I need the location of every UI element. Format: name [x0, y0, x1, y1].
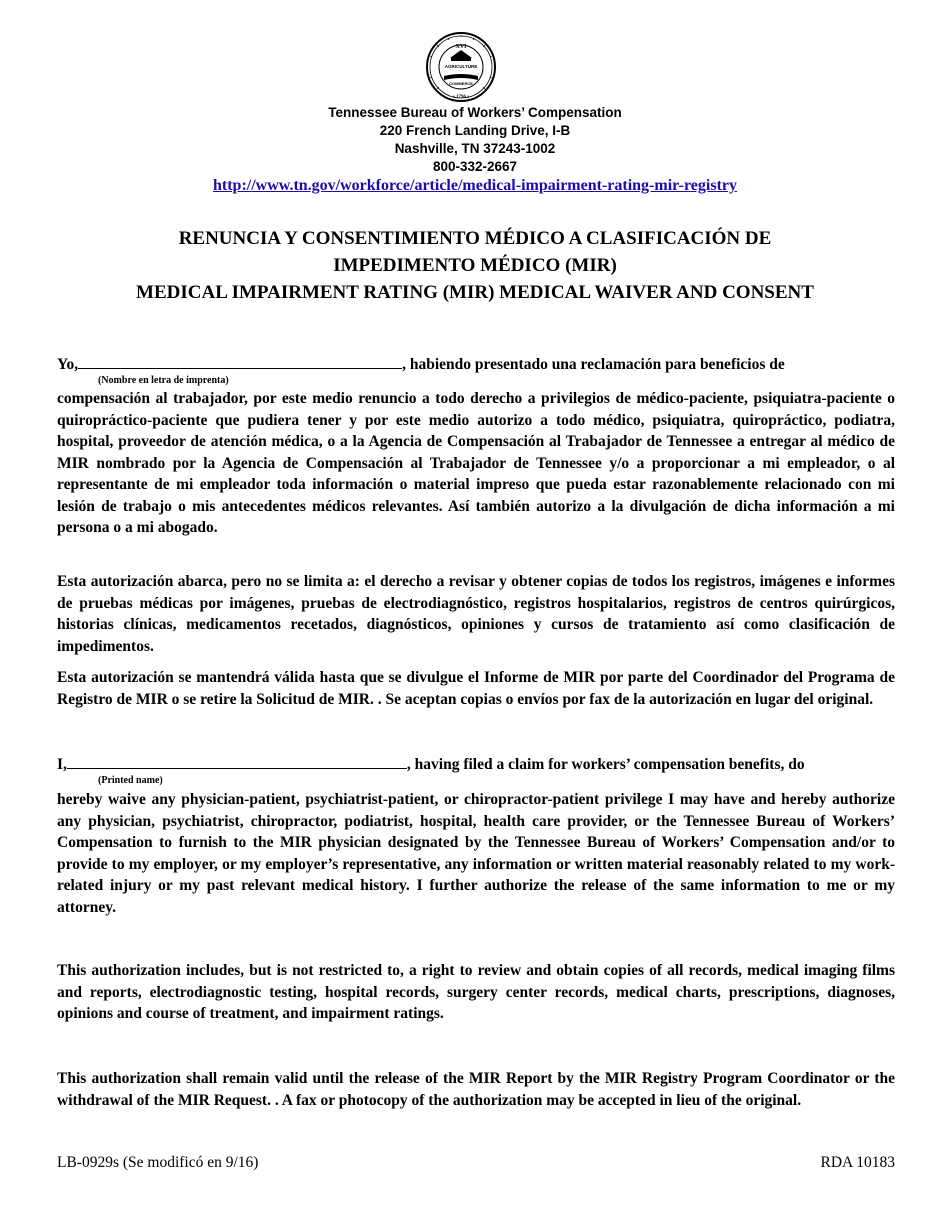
spanish-name-prefix: Yo,: [57, 356, 79, 373]
agency-address-line1: 220 French Landing Drive, I-B: [379, 123, 571, 138]
agency-name: Tennessee Bureau of Workers’ Compensation: [328, 105, 622, 120]
tennessee-state-seal-icon: [422, 32, 500, 102]
form-id: LB-0929s (Se modificó en 9/16): [57, 1154, 259, 1171]
agency-address-line2: Nashville, TN 37243-1002: [394, 141, 556, 156]
form-title: [0, 225, 950, 306]
english-name-line: [57, 754, 805, 774]
spanish-name-caption: (Nombre en letra de imprenta): [98, 375, 229, 386]
spanish-validity-paragraph: Esta autorización se mantendrá válida hasta que se divulgue el Informe de MIR por parte del Coordinador del Programa de Registro de MIR o se retire la Solicitud de MIR. . Se aceptan copias o envíos por fax de la autorización en lugar del original.: [57, 669, 895, 708]
spanish-waiver-paragraph: compensación al trabajador, por este medio renuncio a todo derecho a privilegios de médico-paciente, psiquiatra-paciente o quiropráctico-paciente que pudiera tener y por este medio autorizo a todo médico, psiquiatra, quiropráctico, podiatra, hospital, proveedor de atención médica, o a la Agencia de Compensación al Trabajador de Tennessee a entregar al médico de MIR nombrado por la Agencia de Compensación al Trabajador de Tennessee y/o a proporcionar a mi empleador, o al representante de mi empleador toda información o material impreso que pueda estar razonablemente relacionado con mi lesión de trabajo o mis antecedentes médicos relevantes. Así también autorizo a la divulgación de dicha información a mi persona o a mi abogado.: [57, 390, 895, 536]
rda-number: RDA 10183: [820, 1154, 895, 1171]
title-line-spanish-2: IMPEDIMENTO MÉDICO (MIR): [333, 255, 617, 276]
spanish-name-line: [57, 354, 785, 374]
svg-text:AGRICULTURE: AGRICULTURE: [444, 64, 478, 69]
registry-url-link[interactable]: http://www.tn.gov/workforce/article/medical-impairment-rating-mir-registry: [212, 177, 737, 194]
svg-text:XVI: XVI: [455, 44, 467, 50]
spanish-name-suffix: , habiendo presentado una reclamación para beneficios de: [402, 356, 785, 373]
svg-text:COMMERCE: COMMERCE: [449, 81, 473, 86]
english-waiver-paragraph: hereby waive any physician-patient, psychiatrist-patient, or chiropractor-patient privilege I may have and hereby authorize any physician, psychiatrist, chiropractor, podiatrist, hospital, health care provider, or the Tennessee Bureau of Workers’ Compensation to furnish to the MIR physician designated by the Tennessee Bureau of Workers’ Compensation and/or to provide to my employer, or my employer’s representative, any information or written material reasonably related to my work-related injury or my past relevant medical history. I further authorize the release of the same information to me or my attorney.: [57, 791, 895, 916]
english-name-caption: (Printed name): [98, 775, 163, 786]
title-line-english: MEDICAL IMPAIRMENT RATING (MIR) MEDICAL WAIVER AND CONSENT: [136, 282, 814, 303]
english-name-prefix: I,: [57, 756, 67, 773]
spanish-scope-paragraph: Esta autorización abarca, pero no se limita a: el derecho a revisar y obtener copias de todos los registros, imágenes e informes de pruebas médicas por imágenes, pruebas de electrodiagnóstico, registros hospitalarios, registros de centros quirúrgicos, historias clínicas, medicamentos recetados, diagnósticos, opiniones y cursos de tratamiento así como clasificación de impedimentos.: [57, 573, 895, 655]
agency-header: [0, 104, 950, 176]
english-printed-name-field[interactable]: [67, 754, 407, 769]
english-name-suffix: , having filed a claim for workers’ compensation benefits, do: [406, 756, 805, 773]
svg-text:• 1796 •: • 1796 •: [452, 95, 470, 100]
title-line-spanish-1: RENUNCIA Y CONSENTIMIENTO MÉDICO A CLASIFICACIÓN DE: [178, 228, 772, 249]
english-validity-paragraph: This authorization shall remain valid until the release of the MIR Report by the MIR Registry Program Coordinator or the withdrawal of the MIR Request. . A fax or photocopy of the authorization may be accepted in lieu of the original.: [57, 1070, 895, 1109]
english-scope-paragraph: This authorization includes, but is not restricted to, a right to review and obtain copies of all records, medical imaging films and reports, electrodiagnostic testing, hospital records, surgery center records, medical charts, prescriptions, diagnoses, opinions and course of treatment, and impairment ratings.: [57, 962, 895, 1022]
spanish-printed-name-field[interactable]: [78, 354, 402, 369]
agency-phone: 800-332-2667: [432, 159, 518, 174]
